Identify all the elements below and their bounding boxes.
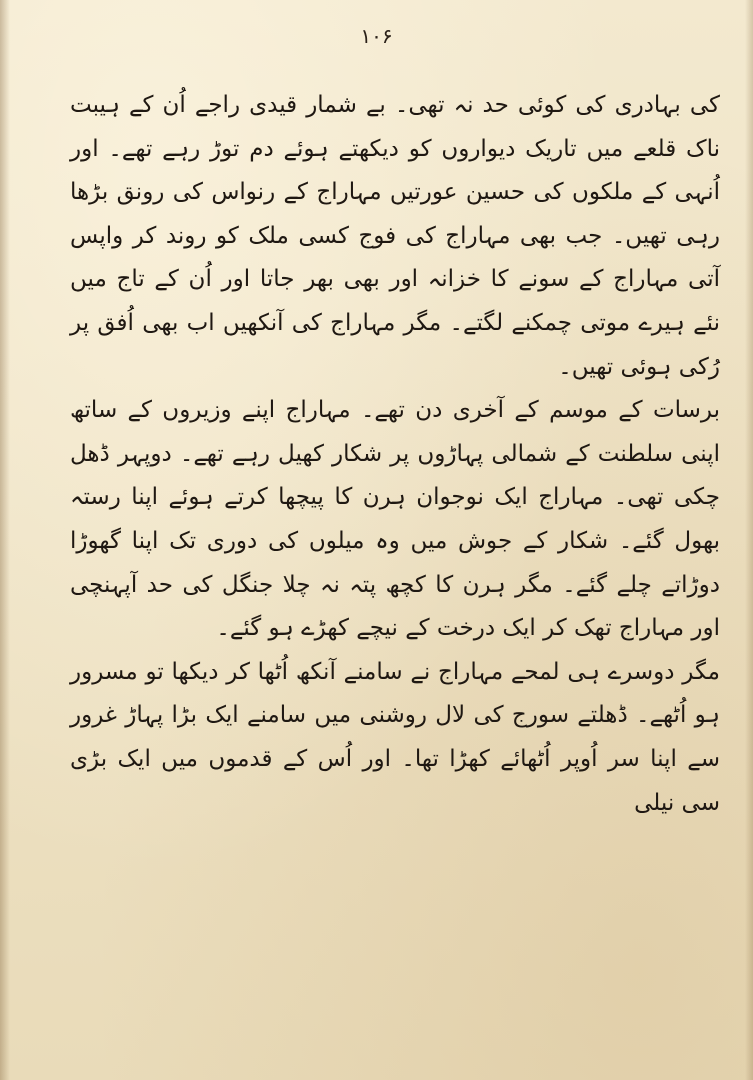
paragraph-3: مگر دوسرے ہی لمحے مہاراج نے سامنے آنکھ اُٹھا کر دیکھا تو مسرور ہو اُٹھے۔ ڈھلتے سورج کی لال روشنی میں سامنے ایک بڑا پہاڑ غرور سے اپنا سر اُوپر اُٹھائے کھڑا تھا۔ اور اُس کے قدموں میں ایک بڑی سی نیلی: [70, 658, 720, 816]
paragraph-1: کی بہادری کی کوئی حد نہ تھی۔ بے شمار قیدی راجے اُن کے ہیبت ناک قلعے میں تاریک دیواروں کو دیکھتے ہوئے دم توڑ رہے تھے۔ اور اُنہی کے ملکوں کی حسین عورتیں مہاراج کے رنواس کی رونق بڑھا رہی تھیں۔ جب بھی مہاراج کی فوج کسی ملک کو روند کر واپس آتی مہاراج کے سونے کا خزانہ اور بھی بھر جاتا اور اُن کے تاج میں نئے ہیرے موتی چمکنے لگتے۔ مگر مہاراج کی آنکھیں اب بھی اُفق پر رُکی ہوئی تھیں۔: [70, 92, 720, 380]
page-number: ۱۰۶: [360, 24, 393, 48]
paragraph-2: برسات کے موسم کے آخری دن تھے۔ مہاراج اپنے وزیروں کے ساتھ اپنی سلطنت کے شمالی پہاڑوں پر شکار کھیل رہے تھے۔ دوپہر ڈھل چکی تھی۔ مہاراج ایک نوجوان ہرن کا پیچھا کرتے ہوئے اپنا رستہ بھول گئے۔ شکار کے جوش میں وہ میلوں کی دوری تک اپنا گھوڑا دوڑاتے چلے گئے۔ مگر ہرن کا کچھ پتہ نہ چلا جنگل کی حد آپہنچی اور مہاراج تھک کر ایک درخت کے نیچے کھڑے ہو گئے۔: [70, 397, 720, 642]
page-body: [70, 84, 720, 825]
